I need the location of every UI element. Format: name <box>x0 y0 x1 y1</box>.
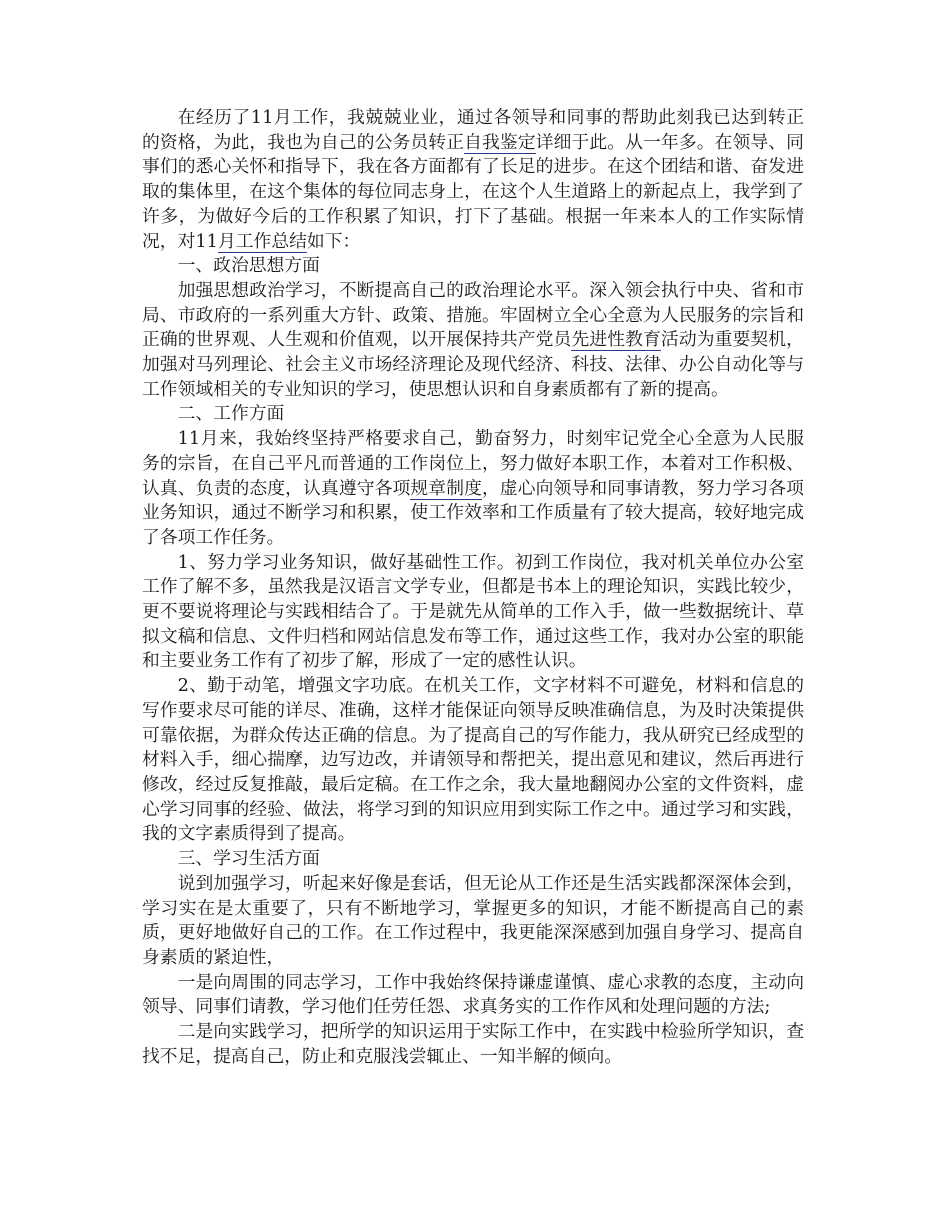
work-paragraph <box>142 427 804 551</box>
political-text-start: 加强思想政治学习，不断提高自己的政治理论水平。深入领会执行中央、省和市局、市政府的一系列重大方针、政策、措施。牢固树立全心全意为人民服务的宗旨和正确的世界观、人生观和价值观，以开展保持共产党员 <box>142 279 804 351</box>
political-text-end: 活动为重要契机，加强对马列理论、社会主义市场经济理论及现代经济、科技、法律、办公自动化等与工作领域相关的专业知识的学习，使思想认识和自身素质都有了新的提高。 <box>142 329 804 400</box>
intro-text-start: 在经历了11月工作，我兢兢业业，通过各领导和同事的帮助此刻我已达到转正的资格，为此，我也为自己的公务员转正 <box>142 107 804 153</box>
work-summary-link[interactable]: 月工作总结 <box>217 230 307 252</box>
section-heading-work: 二、工作方面 <box>177 403 285 425</box>
study-paragraph: 说到加强学习，听起来好像是套话，但无论从工作还是生活实践都深深体会到，学习实在是太重要了，只有不断地学习，掌握更多的知识，才能不断提高自己的素质，更好地做好自己的工作。在工作过程中，我更能深深感到加强自身学习、提高自身素质的紧迫性， <box>142 872 804 968</box>
intro-text-middle: 详细于此。从一年多。在领导、同事们的悉心关怀和指导下，我在各方面都有了长足的进步。在这个团结和谐、奋发进取的集体里，在这个集体的每位同志身上，在这个人生道路上的新起点上，我学到了许多，为做好今后的工作积累了知识，打下了基础。根据一年来本人的工作实际情况，对11 <box>142 131 804 252</box>
self-appraisal-link[interactable]: 自我鉴定 <box>464 131 536 153</box>
intro-paragraph <box>142 106 804 254</box>
study-item-1-paragraph: 一是向周围的同志学习，工作中我始终保持谦虚谨慎、虚心求教的态度，主动向领导、同事们请教，学习他们任劳任怨、求真务实的工作作风和处理问题的方法; <box>142 971 804 1018</box>
work-item-1-paragraph: 1、努力学习业务知识，做好基础性工作。初到工作岗位，我对机关单位办公室工作了解不多，虽然我是汉语言文学专业，但都是书本上的理论知识，实践比较少，更不要说将理论与实践相结合了。于是就先从简单的工作入手，做一些数据统计、草拟文稿和信息、文件归档和网站信息发布等工作，通过这些工作，我对办公室的职能和主要业务工作有了初步了解，形成了一定的感性认识。 <box>142 551 804 672</box>
work-text-end: ，虚心向领导和同事请教，努力学习各项业务知识，通过不断学习和积累，使工作效率和工作质量有了较大提高，较好地完成了各项工作任务。 <box>142 477 804 548</box>
section-heading-political: 一、政治思想方面 <box>177 255 320 277</box>
work-text-start: 11月来，我始终坚持严格要求自己，勤奋努力，时刻牢记党全心全意为人民服务的宗旨，在自己平凡而普通的工作岗位上，努力做好本职工作，本着对工作积极、认真、负责的态度，认真遵守各项 <box>142 428 804 499</box>
political-paragraph <box>142 279 804 403</box>
document-body <box>142 106 804 1069</box>
work-item-2-paragraph: 2、勤于动笔，增强文字功底。在机关工作，文字材料不可避免，材料和信息的写作要求尽可能的详尽、准确，这样才能保证向领导反映准确信息，为及时决策提供可靠依据，为群众传达正确的信息。为了提高自己的写作能力，我从研究已经成型的材料入手，细心揣摩，边写边改，并请领导和帮把关，提出意见和建议，然后再进行修改，经过反复推敲，最后定稿。在工作之余，我大量地翻阅办公室的文件资料，虚心学习同事的经验、做法，将学习到的知识应用到实际工作之中。通过学习和实践，我的文字素质得到了提高。 <box>142 675 804 845</box>
regulations-link[interactable]: 规章制度 <box>410 477 482 499</box>
intro-text-end: 如下： <box>306 230 361 252</box>
section-heading-study: 三、学习生活方面 <box>177 848 320 870</box>
advanced-education-link[interactable]: 先进性教育 <box>571 329 661 351</box>
study-item-2-paragraph: 二是向实践学习，把所学的知识运用于实际工作中，在实践中检验所学知识，查找不足，提高自己，防止和克服浅尝辄止、一知半解的倾向。 <box>142 1021 804 1067</box>
